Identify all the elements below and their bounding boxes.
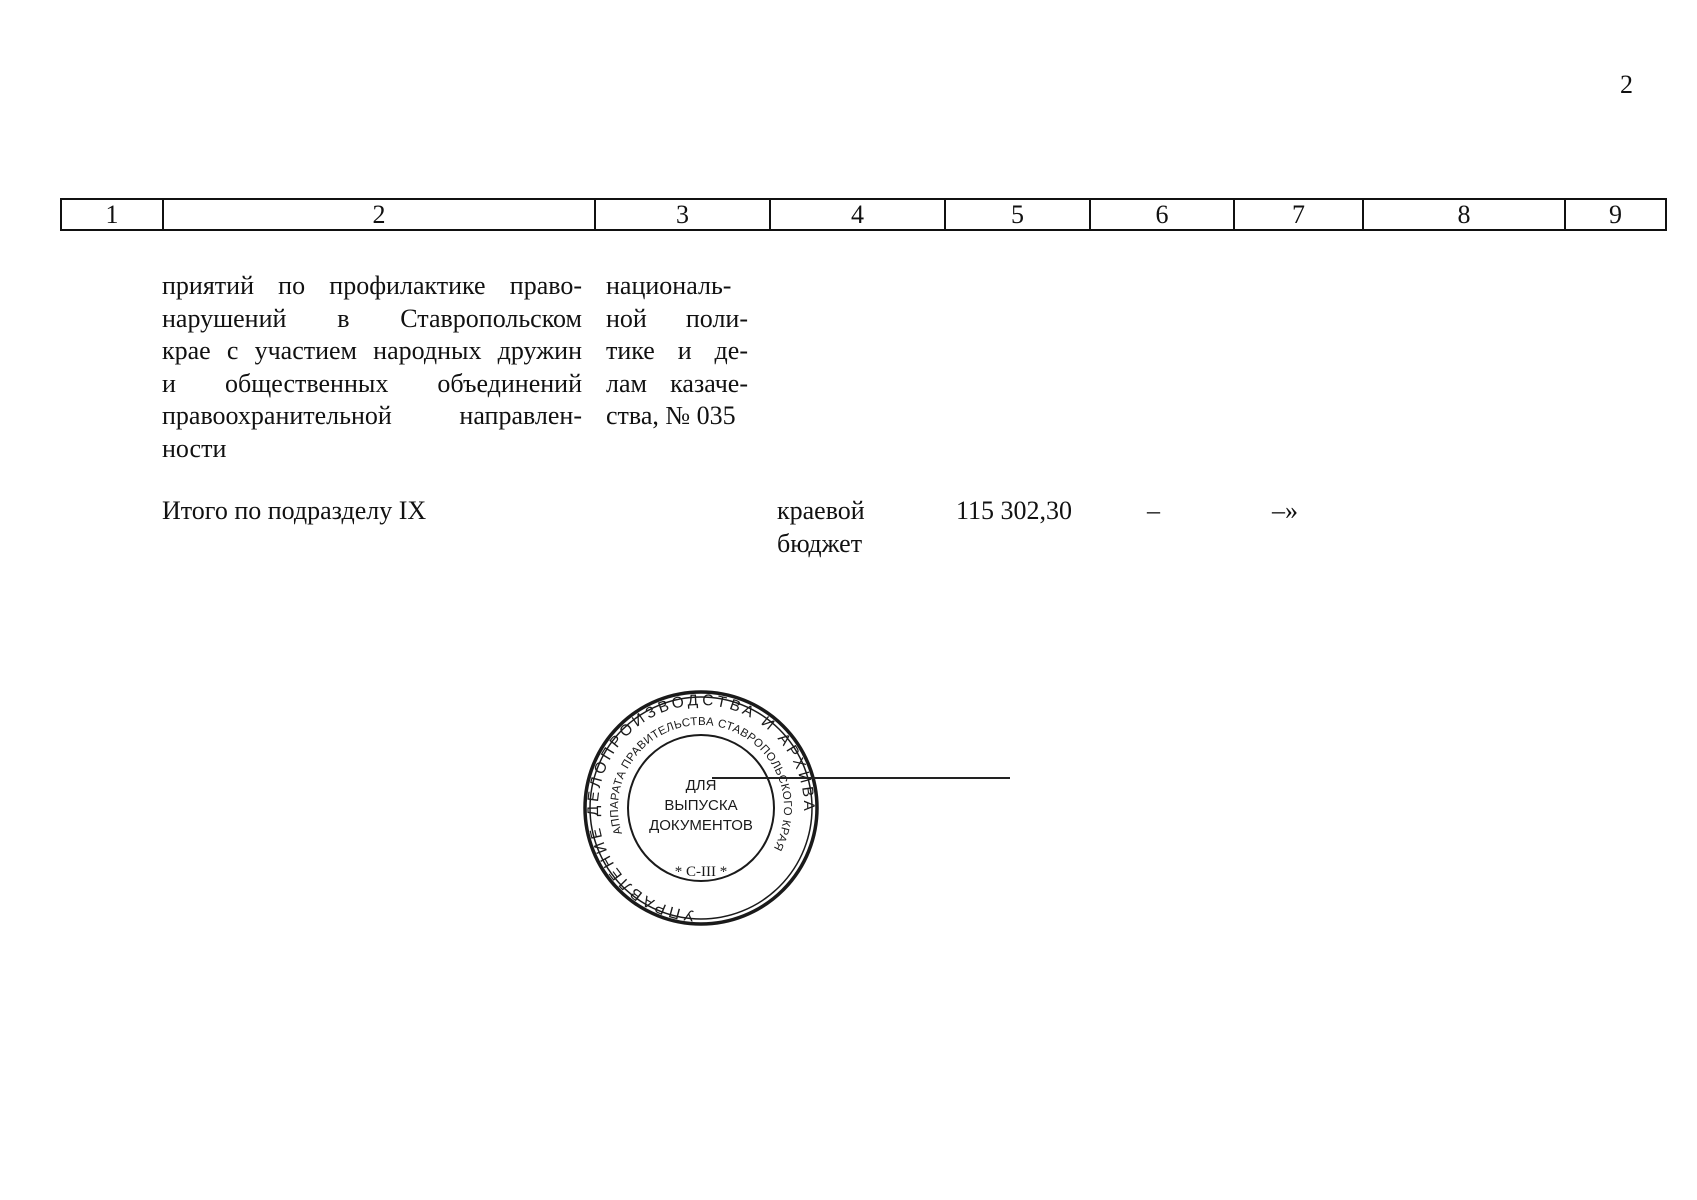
- signature-line: [712, 777, 1010, 779]
- description-line: нарушений в Ставропольском: [162, 303, 582, 333]
- column-number-header: [60, 198, 1667, 231]
- stamp-outer-text: УПРАВЛЕНИЕ ДЕЛОПРОИЗВОДСТВА И АРХИВА: [584, 691, 818, 924]
- column-number: 3: [595, 199, 770, 230]
- column-number: 8: [1363, 199, 1565, 230]
- column-number: 5: [945, 199, 1090, 230]
- column-number: 7: [1234, 199, 1363, 230]
- executor-line: лам казаче-: [606, 368, 748, 398]
- column-number: 1: [61, 199, 163, 230]
- executor-line: националь-: [606, 271, 732, 300]
- description-line: приятий по профилактике право-: [162, 271, 582, 300]
- executor-line: тике и де-: [606, 336, 748, 365]
- total-col7-value: –»: [1272, 496, 1298, 525]
- official-stamp: [581, 688, 821, 928]
- stamp-code: * С-III *: [674, 864, 728, 880]
- column-number: 2: [163, 199, 595, 230]
- description-line: и общественных объединений: [162, 368, 582, 398]
- measure-description: [162, 270, 582, 465]
- column-number-row: [61, 199, 1666, 230]
- stamp-center-line: ДОКУМЕНТОВ: [649, 817, 753, 834]
- description-line: ности: [162, 433, 227, 463]
- stamp-center-line: ВЫПУСКА: [664, 797, 738, 814]
- funding-source-line: бюджет: [777, 528, 863, 558]
- page-number: 2: [1620, 70, 1633, 99]
- description-line: крае с участием народных дружин: [162, 336, 582, 365]
- column-number: 4: [770, 199, 945, 230]
- stamp-center-line: ДЛЯ: [685, 777, 717, 794]
- executor-line: ной поли-: [606, 303, 748, 333]
- executor-line: ства, № 035: [606, 401, 736, 430]
- total-label: Итого по подразделу IX: [162, 496, 427, 525]
- funding-source-line: краевой: [777, 496, 865, 525]
- column-number: 9: [1565, 199, 1666, 230]
- total-col6-value: –: [1147, 496, 1160, 525]
- funding-source: [777, 495, 897, 560]
- description-line: правоохранительной направлен-: [162, 401, 582, 430]
- stamp-inner-text: АППАРАТА ПРАВИТЕЛЬСТВА СТАВРОПОЛЬСКОГО КРАЯ: [608, 715, 794, 853]
- column-number: 6: [1090, 199, 1234, 230]
- total-amount: 115 302,30: [956, 496, 1073, 525]
- responsible-executor: [606, 270, 748, 433]
